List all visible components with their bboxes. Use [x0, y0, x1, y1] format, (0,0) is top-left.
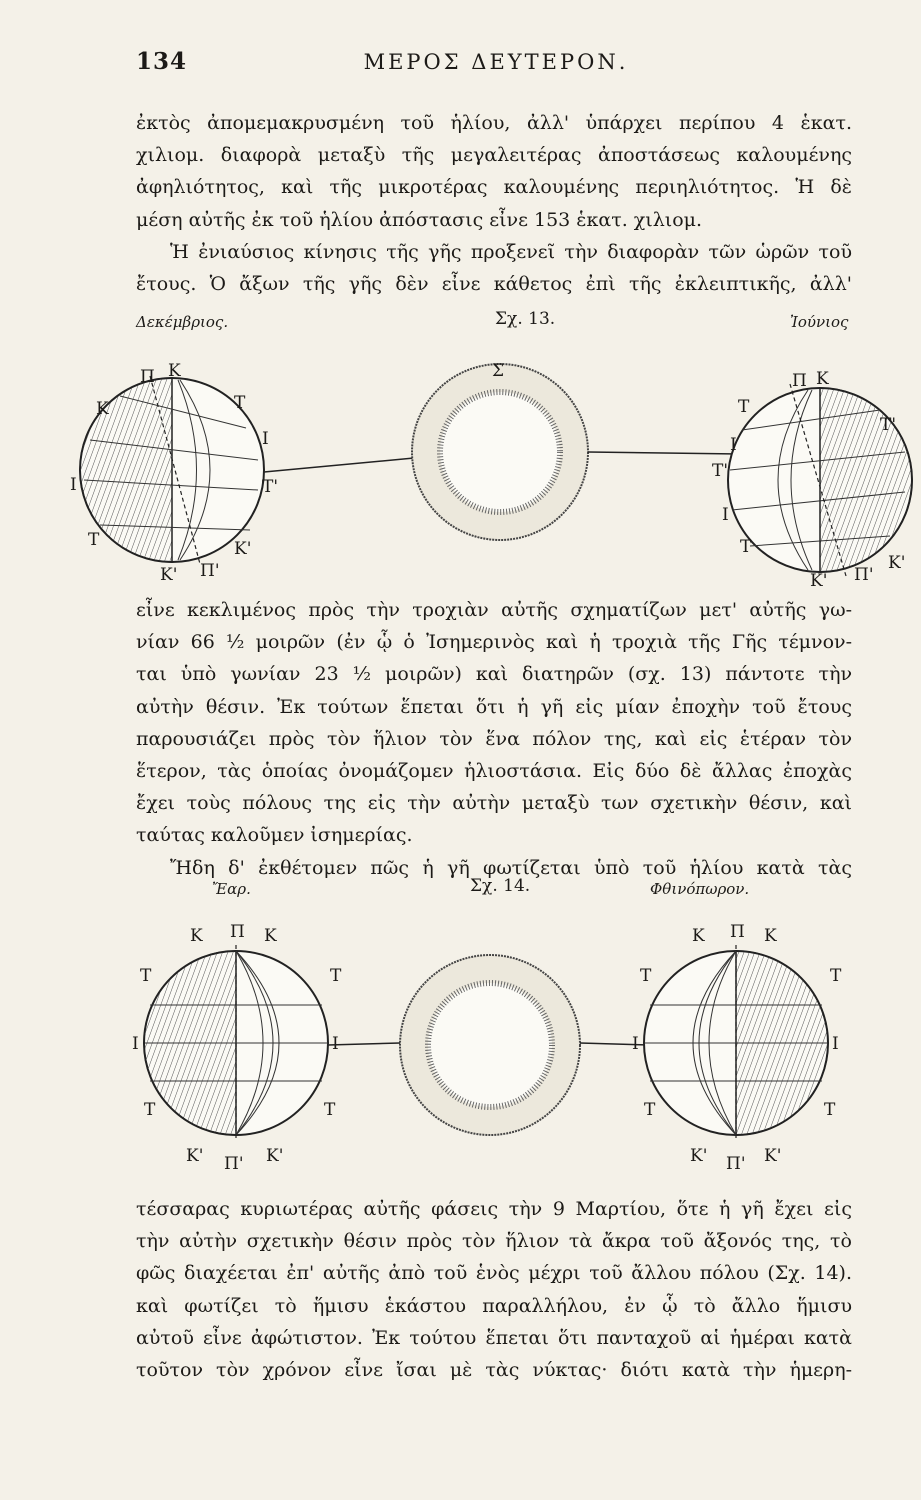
text-line: ἔτους. Ὁ ἄξων τῆς γῆς δὲν εἶνε κάθετος ἐπὶ τῆς ἐκλειπτικῆς, ἀλλ': [136, 272, 852, 295]
fig14-right-globe: [632, 922, 842, 1174]
globe-label: Τ: [640, 966, 652, 986]
globe-label: Κ': [690, 1146, 708, 1166]
globe-label: Ι: [70, 475, 77, 495]
fig13-left-caption: Δεκέμβριος.: [136, 313, 229, 331]
globe-label: Κ: [816, 369, 829, 389]
globe-label: Π': [726, 1154, 746, 1174]
text-line: τοῦτον τὸν χρόνον εἶνε ἴσαι μὲ τὰς νύκτας· διότι κατὰ τὴν ἡμερη-: [136, 1358, 852, 1381]
globe-label: Ι: [132, 1034, 139, 1054]
globe-label: Κ: [264, 926, 277, 946]
globe-label: Π: [730, 922, 745, 942]
orbit-line: [328, 1043, 400, 1045]
globe-label: Τ: [324, 1100, 336, 1120]
globe-label: Τ: [234, 393, 246, 413]
globe-label: Τ: [644, 1100, 656, 1120]
paragraph-block-2: [136, 594, 852, 884]
globe-label: Τ: [830, 966, 842, 986]
text-line: μέση αὐτῆς ἐκ τοῦ ἡλίου ἀπόστασις εἶνε 153 ἑκατ. χιλιομ.: [136, 208, 703, 231]
globe-label: Κ: [96, 399, 109, 419]
globe-label: Ι: [722, 505, 729, 525]
globe-label: Κ: [692, 926, 705, 946]
fig14-number-caption: Σχ. 14.: [470, 876, 531, 896]
globe-label: Π: [140, 367, 155, 387]
text-line: Ἤδη δ' ἐκθέτομεν πῶς ἡ γῆ φωτίζεται ὑπὸ τοῦ ἡλίου κατὰ τὰς: [170, 856, 852, 879]
page-number: 134: [136, 48, 188, 75]
text-line: ἕτερον, τὰς ὁποίας ὀνομάζομεν ἡλιοστάσια. Εἰς δύο δὲ ἄλλας ἐποχὰς: [136, 759, 852, 782]
globe-label: Τ': [712, 461, 729, 481]
orbit-line: [588, 452, 740, 454]
text-line: καὶ φωτίζει τὸ ἥμισυ ἑκάστου παραλλήλου, ἐν ᾧ τὸ ἄλλο ἥμισυ: [136, 1294, 852, 1317]
globe-label: Π: [230, 922, 245, 942]
fig14-sun: [400, 955, 580, 1135]
globe-label: Κ: [764, 926, 777, 946]
fig14-left-globe: [132, 922, 342, 1174]
globe-label: Τ: [738, 397, 750, 417]
text-line: φῶς διαχέεται ἐπ' αὐτῆς ἀπὸ τοῦ ἑνὸς μέχρι τοῦ ἄλλου πόλου (Σχ. 14).: [136, 1262, 852, 1285]
paragraph-block-3: [136, 1193, 852, 1386]
globe-label: Π: [792, 371, 807, 391]
text-line: νίαν 66 ½ μοιρῶν (ἐν ᾧ ὁ Ἰσημερινὸς καὶ ἡ τροχιὰ τῆς Γῆς τέμνον-: [136, 631, 852, 654]
fig13-right-globe: [712, 369, 912, 591]
fig13-right-caption: Ἰούνιος: [790, 313, 849, 331]
orbit-line: [580, 1043, 650, 1045]
globe-label: Ι: [332, 1034, 339, 1054]
globe-label: Κ': [266, 1146, 284, 1166]
text-line: αὐτὴν θέσιν. Ἐκ τούτων ἕπεται ὅτι ἡ γῆ εἰς μίαν ἐποχὴν τοῦ ἔτους: [136, 695, 852, 718]
globe-label: Π': [224, 1154, 244, 1174]
fig14-left-caption: Ἔαρ.: [212, 880, 251, 898]
globe-label: Κ': [160, 565, 178, 585]
sun-label: Σ: [492, 361, 505, 381]
orbit-line: [264, 458, 414, 472]
text-line: εἶνε κεκλιμένος πρὸς τὴν τροχιὰν αὐτῆς σχηματίζων μετ' αὐτῆς γω-: [136, 599, 852, 621]
text-line: χιλιομ. διαφορὰ μεταξὺ τῆς μεγαλειτέρας ἀποστάσεως καλουμένης: [136, 144, 852, 167]
globe-label: Κ: [190, 926, 203, 946]
text-line: τὴν αὐτὴν σχετικὴν θέσιν πρὸς τὸν ἥλιον τὰ ἄκρα τοῦ ἄξονός της, τὸ: [136, 1230, 852, 1253]
globe-label: Τ: [144, 1100, 156, 1120]
text-line: αὐτοῦ εἶνε ἀφώτιστον. Ἐκ τούτου ἕπεται ὅτι πανταχοῦ αἱ ἡμέραι κατὰ: [136, 1326, 852, 1349]
globe-label: Ι: [832, 1034, 839, 1054]
globe-label: Κ': [234, 539, 252, 559]
globe-label: Τ': [880, 415, 897, 435]
figure-13: [0, 340, 921, 600]
globe-label: Κ': [186, 1146, 204, 1166]
text-line: ταύτας καλοῦμεν ἰσημερίας.: [136, 824, 413, 847]
fig13-left-globe: [70, 361, 278, 585]
globe-label: Κ: [168, 361, 181, 381]
globe-label: Τ': [262, 477, 279, 497]
running-title: ΜΕΡΟΣ ΔΕΥΤΕΡΟΝ.: [363, 50, 629, 74]
text-line: ται ὑπὸ γωνίαν 23 ½ μοιρῶν) καὶ διατηρῶν (σχ. 13) πάντοτε τὴν: [136, 663, 852, 686]
fig13-sun: [412, 361, 588, 540]
fig14-right-caption: Φθινόπωρον.: [650, 880, 750, 898]
globe-label: Τ: [824, 1100, 836, 1120]
text-line: ἔχει τοὺς πόλους της εἰς τὴν αὐτὴν μεταξὺ των σχετικὴν θέσιν, καὶ: [136, 792, 852, 815]
globe-label: Τ: [140, 966, 152, 986]
fig13-number-caption: Σχ. 13.: [495, 309, 556, 329]
globe-label: Κ': [764, 1146, 782, 1166]
figure-14: [0, 905, 921, 1190]
globe-label: Ι: [262, 429, 269, 449]
globe-label: Ι: [632, 1034, 639, 1054]
text-line: Ἡ ἐνιαύσιος κίνησις τῆς γῆς προξενεῖ τὴν διαφορὰν τῶν ὡρῶν τοῦ: [170, 240, 852, 263]
page-header: [136, 48, 856, 78]
globe-label: Π': [854, 565, 874, 585]
globe-label: Κ': [810, 571, 828, 591]
text-line: ἐκτὸς ἀπομεμακρυσμένη τοῦ ἡλίου, ἀλλ' ὑπάρχει περίπου 4 ἑκατ.: [136, 112, 852, 134]
text-line: τέσσαρας κυριωτέρας αὐτῆς φάσεις τὴν 9 Μαρτίου, ὅτε ἡ γῆ ἔχει εἰς: [136, 1198, 852, 1220]
text-line: παρουσιάζει πρὸς τὸν ἥλιον τὸν ἕνα πόλον της, καὶ εἰς ἑτέραν τὸν: [136, 727, 852, 750]
paragraph-block-1: [136, 107, 852, 300]
globe-label: Κ': [888, 553, 906, 573]
text-line: ἀφηλιότητος, καὶ τῆς μικροτέρας καλουμένης περιηλιότητος. Ἡ δὲ: [136, 176, 852, 199]
globe-label: Ι: [730, 435, 737, 455]
globe-label: Τ: [88, 530, 100, 550]
globe-label: Τ: [330, 966, 342, 986]
globe-label: Π': [200, 561, 220, 581]
globe-label: Τ: [740, 537, 752, 557]
